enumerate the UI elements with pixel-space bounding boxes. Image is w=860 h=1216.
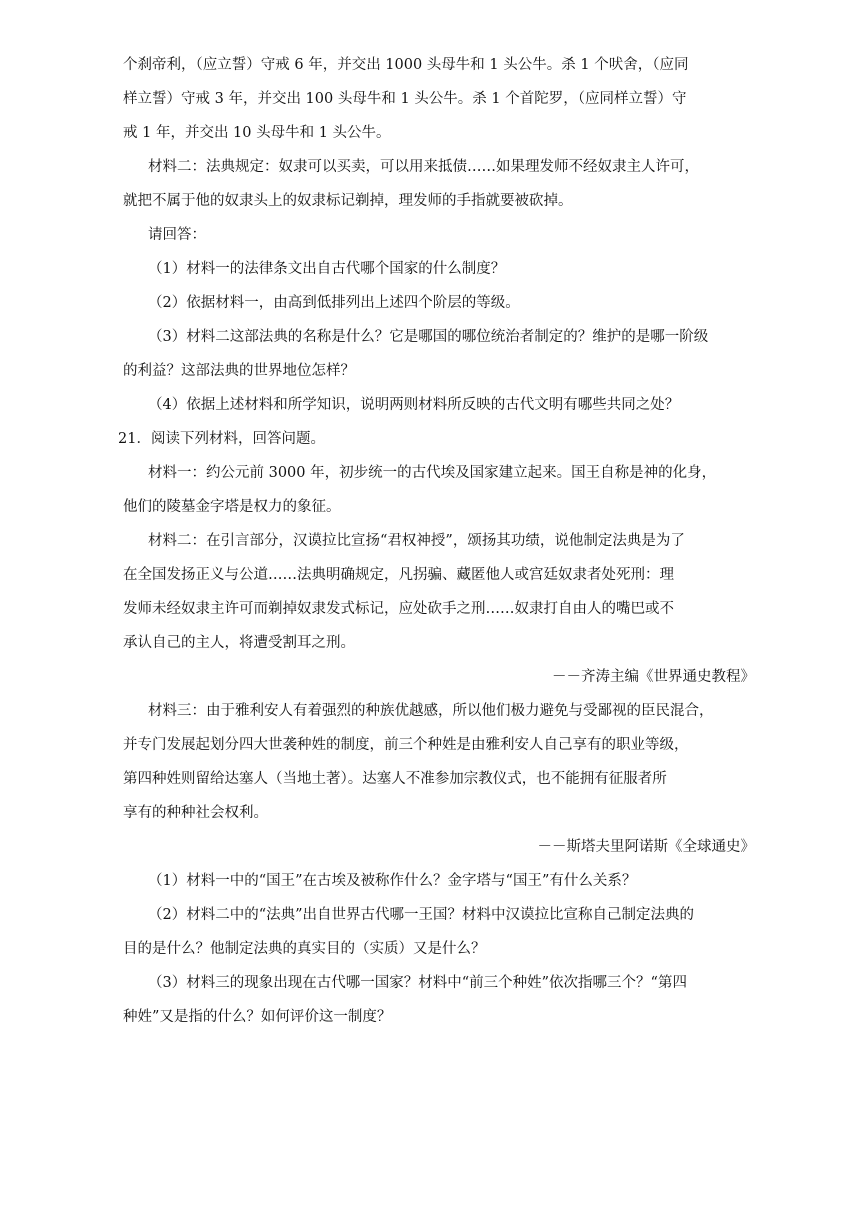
citation: －－齐涛主编《世界通史教程》 — [552, 669, 755, 685]
text-line: 享有的种种社会权利。 — [123, 805, 268, 821]
question-4: （4）依据上述材料和所学知识，说明两则材料所反映的古代文明有哪些共同之处？ — [148, 397, 680, 413]
text-line: 就把不属于他的奴隶头上的奴隶标记剃掉，理发师的手指就要被砍掉。 — [123, 193, 573, 209]
question-3: （3）材料三的现象出现在古代哪一国家？材料中“前三个种姓”依次指哪三个？“第四 — [148, 975, 687, 991]
material-two-text: 材料二：法典规定：奴隶可以买卖，可以用来抵债……如果理发师不经奴隶主人许可， — [148, 159, 699, 175]
text-line: 第四种姓则留给达塞人（当地土著）。达塞人不准参加宗教仪式，也不能拥有征服者所 — [123, 771, 667, 787]
text-line: 承认自己的主人，将遭受割耳之刑。 — [123, 635, 355, 651]
text-line: 发师未经奴隶主许可而剃掉奴隶发式标记，应处砍手之刑……奴隶打自由人的嘴巴或不 — [123, 601, 674, 617]
prompt-label: 请回答： — [148, 227, 206, 243]
text-line: 他们的陵墓金字塔是权力的象征。 — [123, 499, 341, 515]
text-line: 个刹帝利，（应立誓）守戒 6 年，并交出 1000 头母牛和 1 头公牛。杀 1 个吠舍，（应同 — [123, 57, 689, 73]
text-line: 并专门发展起划分四大世袭种姓的制度，前三个种姓是由雅利安人自己享有的职业等级， — [123, 737, 689, 753]
question-1: （1）材料一中的“国王”在古埃及被称作什么？金字塔与“国王”有什么关系？ — [148, 873, 637, 889]
question-21-heading: 21．阅读下列材料，回答问题。 — [118, 431, 325, 447]
material-two-text: 材料二：在引言部分，汉谟拉比宣扬“君权神授”，颂扬其功绩，说他制定法典是为了 — [148, 533, 685, 549]
question-2: （2）材料二中的“法典”出自世界古代哪一王国？材料中汉谟拉比宣称自己制定法典的 — [148, 907, 695, 923]
text-line: 样立誓）守戒 3 年，并交出 100 头母牛和 1 头公牛。杀 1 个首陀罗，（应同样立誓）守 — [123, 91, 687, 107]
question-3-cont: 的利益？这部法典的世界地位怎样？ — [123, 363, 355, 379]
text-line: 戒 1 年，并交出 10 头母牛和 1 头公牛。 — [123, 125, 391, 141]
material-three-text: 材料三：由于雅利安人有着强烈的种族优越感，所以他们极力避免与受鄙视的臣民混合， — [148, 703, 714, 719]
question-1: （1）材料一的法律条文出自古代哪个国家的什么制度？ — [148, 261, 506, 277]
question-2: （2）依据材料一，由高到低排列出上述四个阶层的等级。 — [148, 295, 520, 311]
material-one-text: 材料一：约公元前 3000 年，初步统一的古代埃及国家建立起来。国王自称是神的化身， — [148, 465, 717, 481]
question-3: （3）材料二这部法典的名称是什么？它是哪国的哪位统治者制定的？维护的是哪一阶级 — [148, 329, 709, 345]
question-3-cont: 种姓”又是指的什么？如何评价这一制度？ — [123, 1009, 392, 1025]
question-2-cont: 目的是什么？他制定法典的真实目的（实质）又是什么？ — [123, 941, 486, 957]
text-line: 在全国发扬正义与公道……法典明确规定，凡拐骗、藏匿他人或宫廷奴隶者处死刑：理 — [123, 567, 674, 583]
citation: －－斯塔夫里阿诺斯《全球通史》 — [537, 839, 755, 855]
